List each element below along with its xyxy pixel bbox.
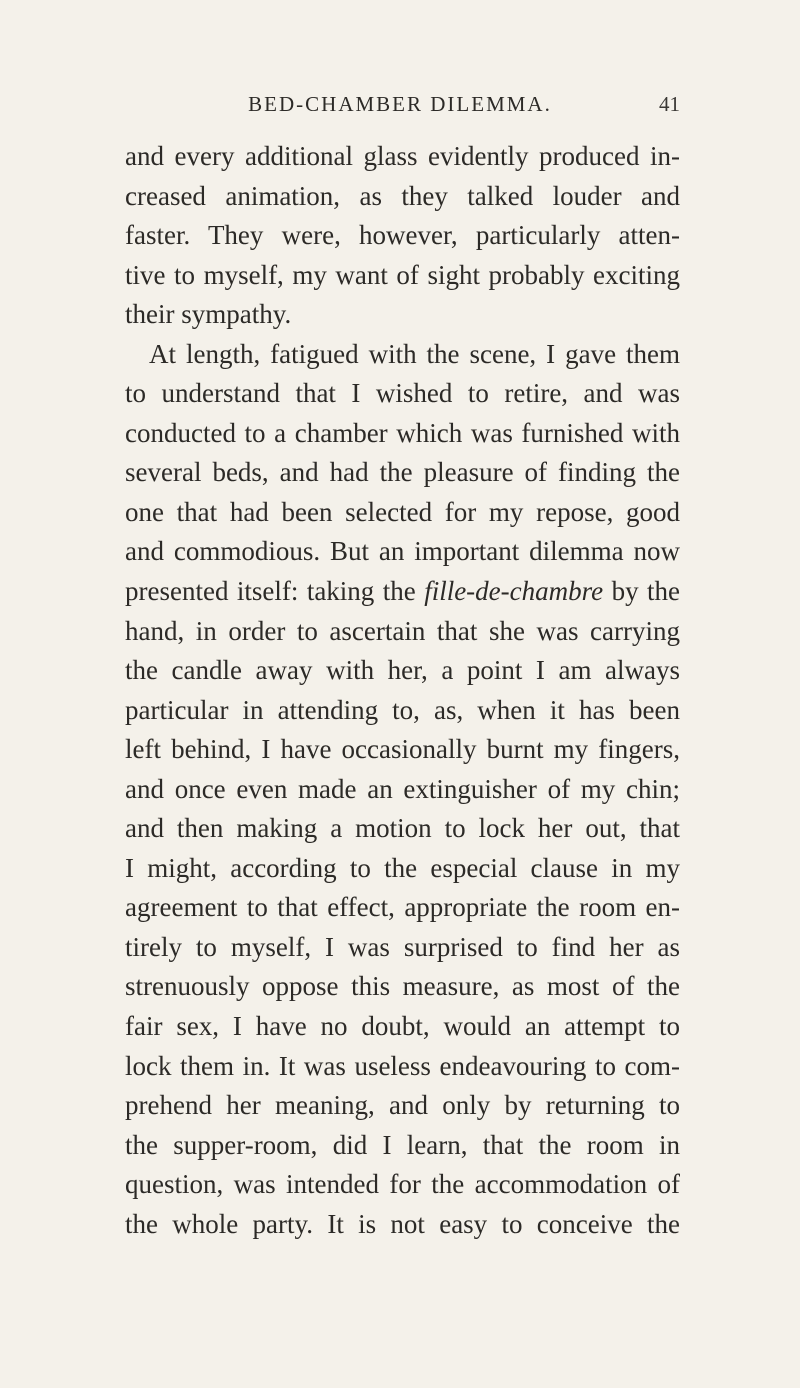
text-line: At length, fatigued with the scene, I gave them [149, 338, 680, 369]
text-line: lock them in. It was useless endeavouring to com- [125, 1050, 680, 1081]
text-line: agreement to that effect, appropriate the room en- [125, 892, 680, 923]
italic-phrase: fille-de-chambre [424, 576, 604, 607]
text-line: tirely to myself, I was surprised to find her as [125, 931, 680, 962]
text-line: particular in attending to, as, when it has been [125, 694, 680, 725]
text-line: several beds, and had the pleasure of finding the [125, 457, 680, 488]
text-line-with-italic [125, 572, 680, 612]
text-line: conducted to a chamber which was furnished with [125, 417, 680, 448]
text-line: one that had been selected for my repose, good [125, 496, 680, 527]
text-line: fair sex, I have no doubt, would an attempt to [125, 1011, 680, 1042]
text-segment: by the [603, 576, 680, 607]
text-line: the candle away with her, a point I am always [125, 655, 680, 686]
text-line: and then making a motion to lock her out, that [125, 813, 680, 844]
text-line: strenuously oppose this measure, as most of the [125, 971, 680, 1002]
text-line: hand, in order to ascertain that she was carrying [125, 615, 680, 646]
text-line: faster. They were, however, particularly atten- [125, 220, 680, 251]
chapter-running-title: BED-CHAMBER DILEMMA. [248, 92, 552, 116]
text-line: I might, according to the especial clause in my [125, 852, 680, 883]
text-line: to understand that I wished to retire, and was [125, 378, 680, 409]
text-line: question, was intended for the accommodation of [125, 1169, 680, 1200]
text-segment: presented itself: taking the [125, 576, 425, 607]
text-line: prehend her meaning, and only by returning to [125, 1090, 680, 1121]
text-line: their sympathy. [125, 299, 292, 330]
page-number: 41 [659, 92, 680, 116]
text-line: tive to myself, my want of sight probably exciting [125, 259, 680, 290]
body-text [125, 137, 680, 1244]
text-line: left behind, I have occasionally burnt my fingers, [125, 734, 680, 765]
text-line: the supper-room, did I learn, that the room in [125, 1129, 680, 1160]
running-head [120, 92, 680, 122]
text-line: and once even made an extinguisher of my chin; [125, 773, 680, 804]
text-line: and every additional glass evidently produced in- [125, 141, 680, 171]
text-line: and commodious. But an important dilemma now [125, 536, 680, 567]
text-line: the whole party. It is not easy to conceive the [125, 1208, 680, 1239]
text-line: creased animation, as they talked louder and [125, 180, 680, 211]
